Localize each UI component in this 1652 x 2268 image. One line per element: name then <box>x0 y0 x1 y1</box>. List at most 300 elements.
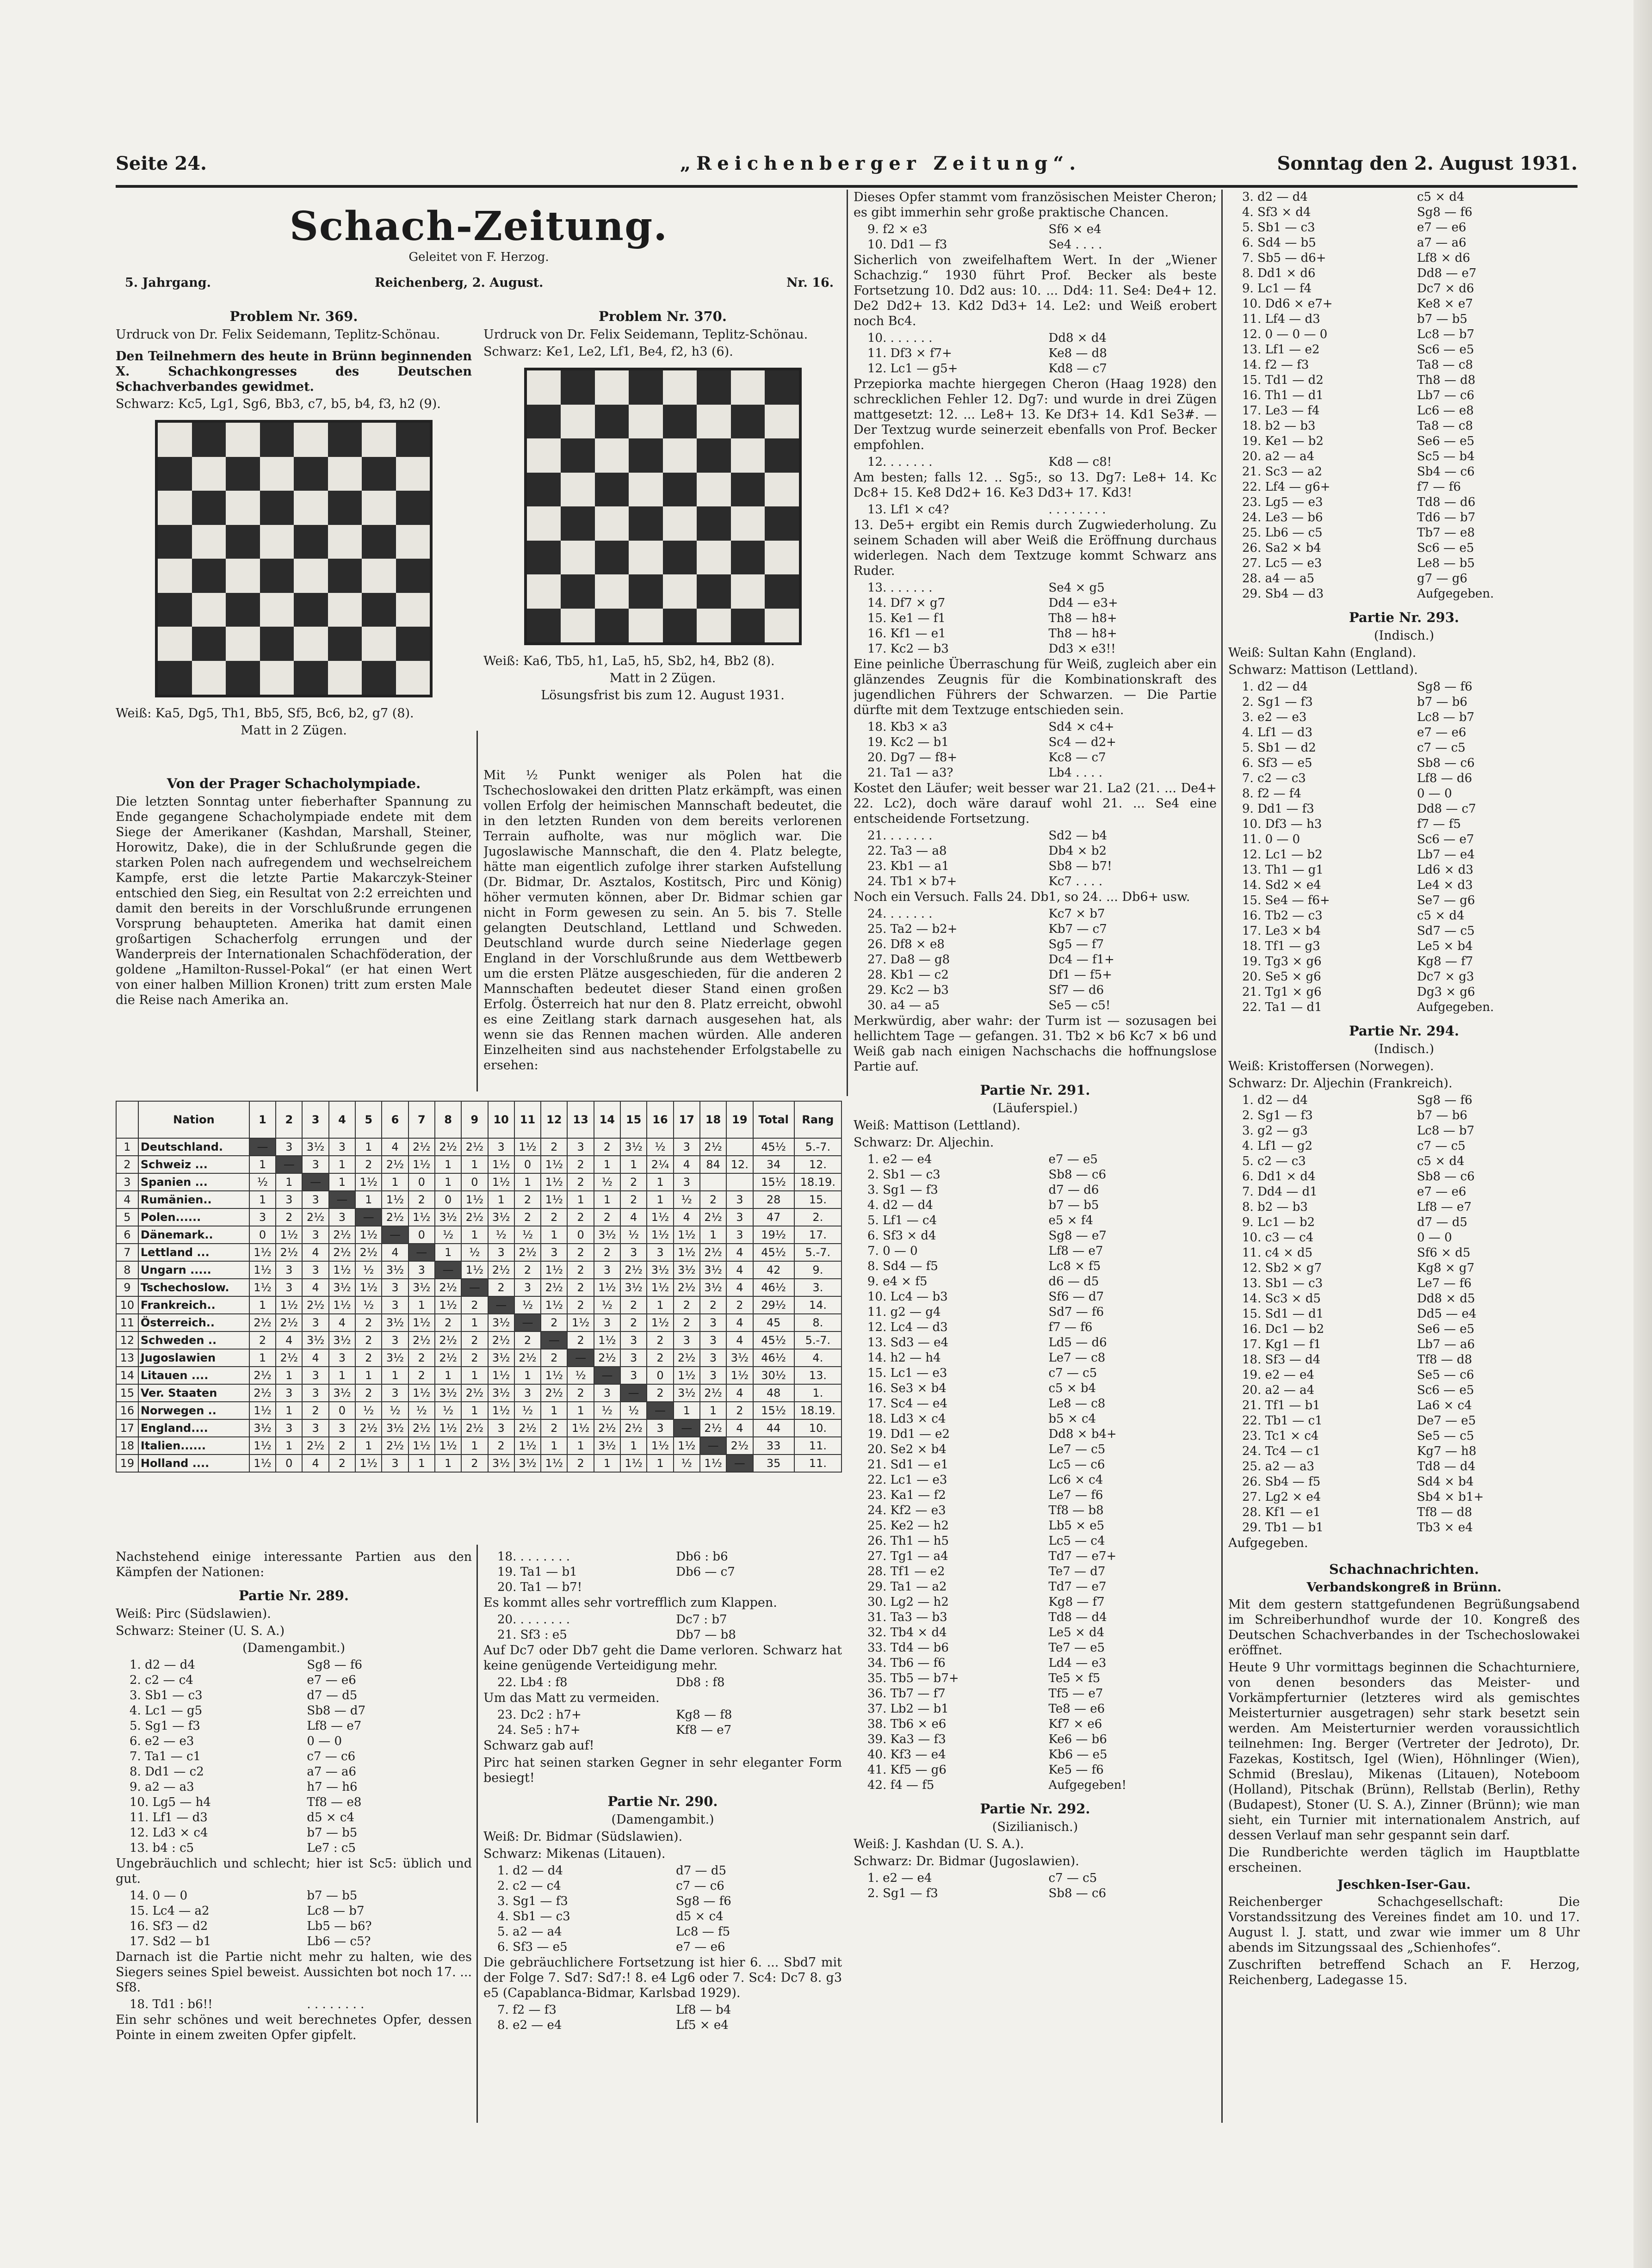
black-move: Sb8 — d7 <box>307 1704 366 1718</box>
problem-dedication: Den Teilnehmern des heute in Brünn beginnenden X. Schachkongresses des Deutschen Schachverbandes gewidmet. <box>116 349 472 394</box>
game-note: Am besten; falls 12. .. Sg5:, so 13. Dg7: Le8+ 14. Kc Dc8+ 15. Ke8 Dd2+ 16. Ke3 Dd3+ 17. Kd3! <box>854 470 1217 500</box>
problem-author: Urdruck von Dr. Felix Seidemann, Teplitz-Schönau. <box>116 327 440 342</box>
header-col: 9 <box>461 1101 488 1138</box>
game-white: Weiß: Dr. Bidmar (Südslawien). <box>483 1830 683 1844</box>
score-cell: 1 <box>355 1138 382 1156</box>
score-cell: 3 <box>567 1138 594 1156</box>
white-move: 9. Lc1 — b2 <box>1242 1215 1315 1229</box>
white-move: 13. Sb1 — c3 <box>1242 1276 1323 1290</box>
move-row <box>854 1671 1217 1686</box>
white-move: 22. Tb1 — c1 <box>1242 1414 1323 1428</box>
dark-square <box>595 473 629 507</box>
score-cell: 2 <box>620 1296 647 1314</box>
move-row <box>854 1488 1217 1503</box>
score-cell: 1½ <box>567 1419 594 1437</box>
black-move: Th8 — h8+ <box>1048 627 1117 641</box>
nation-name: Tschechoslow. <box>138 1279 249 1296</box>
white-move: 15. Se4 — f6+ <box>1242 894 1330 907</box>
rank-cell: 5.-7. <box>794 1138 841 1156</box>
white-move: 17. Le3 — f4 <box>1242 404 1320 418</box>
issue-date: Sonntag den 2. August 1931. <box>1277 153 1578 174</box>
row-index: 5 <box>116 1208 138 1226</box>
score-cell: ½ <box>461 1244 488 1261</box>
score-cell: — <box>514 1314 541 1331</box>
row-index: 10 <box>116 1296 138 1314</box>
black-move: c5 × b4 <box>1048 1381 1096 1395</box>
score-cell: 1½ <box>647 1208 673 1226</box>
score-cell: 2½ <box>355 1244 382 1261</box>
black-move: c7 — c5 <box>1417 741 1466 755</box>
move-row <box>1228 1520 1580 1535</box>
black-move: Lc5 — c6 <box>1048 1458 1105 1472</box>
move-row <box>854 1518 1217 1534</box>
black-move: Df1 — f5+ <box>1048 968 1112 982</box>
black-move: Dd8 — c7 <box>1417 802 1476 816</box>
dark-square <box>629 438 663 473</box>
black-move: Kf8 — e7 <box>676 1723 732 1737</box>
move-row <box>854 502 1217 518</box>
black-move: Ta8 — c8 <box>1417 358 1473 372</box>
score-cell: 4 <box>620 1208 647 1226</box>
total-cell: 33 <box>753 1437 794 1454</box>
move-row <box>483 1549 842 1565</box>
white-move: 21. Sc3 — a2 <box>1242 465 1323 479</box>
game-white: Weiß: Pirc (Südslawien). <box>116 1607 271 1621</box>
move-row <box>1228 342 1580 357</box>
score-cell: 4 <box>726 1261 753 1279</box>
score-cell: 1½ <box>435 1296 461 1314</box>
move-list <box>483 2003 842 2033</box>
white-move: 18. Td1 : b6!! <box>130 1997 213 2011</box>
black-move: Kg7 — h8 <box>1417 1444 1477 1458</box>
black-move: b7 — b5 <box>1048 1198 1099 1212</box>
white-move: 15. Td1 — d2 <box>1242 373 1324 387</box>
score-cell: 2½ <box>382 1156 408 1173</box>
black-move: Aufgegeben! <box>1048 1778 1126 1792</box>
white-move: 21. . . . . . . <box>867 829 933 843</box>
score-cell: 2 <box>541 1419 567 1437</box>
move-list <box>483 1612 842 1643</box>
row-index: 11 <box>116 1314 138 1331</box>
score-cell: 2 <box>620 1314 647 1331</box>
row-index: 15 <box>116 1384 138 1402</box>
move-row <box>854 222 1217 237</box>
nation-name: Rumänien.. <box>138 1191 249 1208</box>
move-row <box>483 1894 842 1909</box>
score-cell: ½ <box>674 1454 700 1472</box>
black-move: Kg8 — f7 <box>1417 955 1473 968</box>
score-cell: 3 <box>302 1314 328 1331</box>
score-cell: ½ <box>514 1296 541 1314</box>
score-cell: 2½ <box>408 1331 435 1349</box>
total-cell: 44 <box>753 1419 794 1437</box>
move-row <box>854 1778 1217 1793</box>
white-move: 2. Sg1 — f3 <box>867 1886 938 1900</box>
score-cell: 1 <box>408 1296 435 1314</box>
white-move: 24. Tb1 × b7+ <box>867 875 957 888</box>
score-cell: 2½ <box>276 1349 302 1367</box>
dark-square <box>226 661 260 695</box>
white-move: 11. Df3 × f7+ <box>867 346 952 360</box>
score-cell: 3 <box>276 1191 302 1208</box>
score-cell: 1½ <box>461 1261 488 1279</box>
move-row <box>854 1320 1217 1335</box>
move-row <box>854 1534 1217 1549</box>
score-cell: 1 <box>435 1156 461 1173</box>
score-cell: 2 <box>461 1454 488 1472</box>
white-move: 3. g2 — g3 <box>1242 1124 1308 1138</box>
move-row <box>1228 1230 1580 1245</box>
score-cell: 3 <box>302 1367 328 1384</box>
black-move: Sg8 — f6 <box>1417 680 1473 694</box>
white-move: 8. f2 — f4 <box>1242 787 1301 801</box>
black-move: . . . . . . . . <box>1048 503 1106 517</box>
black-move: Le7 — f6 <box>1417 1276 1472 1290</box>
black-move: Sg8 — f6 <box>1417 1093 1473 1107</box>
score-cell: 1½ <box>541 1191 567 1208</box>
move-row <box>854 1366 1217 1381</box>
game-heading: Partie Nr. 289. <box>238 1588 349 1603</box>
white-move: 13. . . . . . . <box>867 581 933 595</box>
white-move: 17. Kg1 — f1 <box>1242 1337 1321 1351</box>
score-cell: 2½ <box>514 1419 541 1437</box>
score-cell: 1½ <box>329 1296 355 1314</box>
total-cell: 29½ <box>753 1296 794 1314</box>
score-cell: 1 <box>435 1367 461 1384</box>
score-cell: 3 <box>620 1244 647 1261</box>
score-cell: 1 <box>620 1437 647 1454</box>
white-move: 4. Sf3 × d4 <box>1242 205 1311 219</box>
move-row <box>1228 1459 1580 1474</box>
black-move: Lf5 × e4 <box>676 2018 729 2032</box>
results-table-wrap <box>116 1101 842 1545</box>
score-cell: ½ <box>514 1402 541 1419</box>
score-cell: 1 <box>461 1314 488 1331</box>
white-move: 7. c2 — c3 <box>1242 771 1306 785</box>
table-row <box>116 1314 841 1331</box>
white-move: 15. Lc1 — e3 <box>867 1366 947 1380</box>
white-move: 20. Se2 × b4 <box>867 1442 947 1456</box>
score-cell: 3 <box>302 1419 328 1437</box>
black-move <box>676 1580 828 1595</box>
score-cell: 1 <box>700 1226 726 1244</box>
score-cell: 0 <box>461 1173 488 1191</box>
total-cell: 15½ <box>753 1173 794 1191</box>
dark-square <box>527 473 561 507</box>
move-row <box>483 1940 842 1955</box>
move-row <box>854 859 1217 874</box>
score-cell: 3½ <box>488 1208 514 1226</box>
dark-square <box>765 574 799 609</box>
white-move: 10. Dd1 — f3 <box>867 238 947 252</box>
score-cell: 2½ <box>435 1331 461 1349</box>
score-cell: 2 <box>541 1208 567 1226</box>
score-cell: 4 <box>302 1279 328 1296</box>
row-index: 8 <box>116 1261 138 1279</box>
move-row <box>1228 1261 1580 1276</box>
score-cell: 3½ <box>700 1279 726 1296</box>
game-note: 13. De5+ ergibt ein Remis durch Zugwiederholung. Zu seinem Schaden will aber Weiß die Eröffnung durchaus widerlegen. Nach dem Textzuge kommt Schwarz ans Ruder. <box>854 518 1217 578</box>
score-cell: 3 <box>726 1191 753 1208</box>
white-move: 37. Lb2 — b1 <box>867 1702 949 1716</box>
score-cell: 2½ <box>594 1419 620 1437</box>
score-cell: 2½ <box>700 1138 726 1156</box>
black-move: 0 — 0 <box>307 1734 342 1748</box>
problem-black: Schwarz: Kc5, Lg1, Sg6, Bb3, c7, b5, b4, f3, h2 (9). <box>116 397 441 411</box>
move-row <box>854 1457 1217 1473</box>
white-move: 28. Tf1 — e2 <box>867 1565 945 1578</box>
table-row <box>116 1138 841 1156</box>
score-cell: 1½ <box>408 1314 435 1331</box>
table-row <box>116 1191 841 1208</box>
header-col: 6 <box>382 1101 408 1138</box>
score-cell: 2 <box>355 1314 382 1331</box>
score-cell: 1½ <box>461 1191 488 1208</box>
header-col: 7 <box>408 1101 435 1138</box>
white-move: 8. Dd1 × d6 <box>1242 266 1316 280</box>
score-cell: 1½ <box>726 1367 753 1384</box>
score-cell: 3 <box>674 1331 700 1349</box>
score-cell: 2½ <box>488 1261 514 1279</box>
move-row <box>854 922 1217 937</box>
dark-square <box>697 438 731 473</box>
header-rank: Rang <box>794 1101 841 1138</box>
black-move: Sb8 — c6 <box>1417 756 1475 770</box>
results-table <box>116 1101 842 1473</box>
black-move: e7 — e6 <box>307 1673 356 1687</box>
header-rule <box>116 185 1578 188</box>
score-cell: 1½ <box>382 1191 408 1208</box>
score-cell: 1 <box>276 1367 302 1384</box>
white-move: 16. Sf3 — d2 <box>130 1919 208 1933</box>
move-row <box>854 1656 1217 1671</box>
black-move: Sc6 — e7 <box>1417 832 1474 846</box>
score-cell: — <box>276 1156 302 1173</box>
white-move: 13. b4 : c5 <box>130 1841 194 1855</box>
game-white: Weiß: Sultan Kahn (England). <box>1228 646 1417 660</box>
score-cell: 2½ <box>435 1279 461 1296</box>
black-move: Kg8 × g7 <box>1417 1261 1475 1275</box>
white-move: 11. Lf4 — d3 <box>1242 312 1320 326</box>
move-row <box>1228 1352 1580 1368</box>
black-move: Lb5 × e5 <box>1048 1519 1105 1533</box>
game-opening: (Sizilianisch.) <box>992 1820 1078 1834</box>
game-note: Sicherlich von zweifelhaftem Wert. In der „Wiener Schachzig.“ 1930 führt Prof. Becker als beste Fortsetzung 10. Dd2 aus: 10. ... Dd4: 11. Se4: De4+ 12. De2 Dd2+ 13. Kd2 Dd3+ 14. Le2: und Weiß erobert noch Bc4. <box>854 253 1217 328</box>
black-move: Kd8 — c7 <box>1048 362 1107 376</box>
header-col: 8 <box>435 1101 461 1138</box>
move-row <box>1228 525 1580 541</box>
move-row <box>483 1909 842 1924</box>
move-row <box>116 1764 472 1780</box>
game-note: Dieses Opfer stammt vom französischen Meister Cheron; es gibt immerhin sehr große praktische Chancen. <box>854 190 1217 220</box>
black-move: Se4 × g5 <box>1048 581 1105 595</box>
score-cell: 4 <box>329 1314 355 1331</box>
move-row <box>483 1863 842 1879</box>
move-row <box>483 1707 842 1723</box>
score-cell: 2½ <box>435 1349 461 1367</box>
black-move: e7 — e6 <box>1417 1185 1466 1199</box>
white-move: 19. e2 — e4 <box>1242 1368 1314 1382</box>
header-col: 18 <box>700 1101 726 1138</box>
black-move: Kc8 — c7 <box>1048 751 1106 764</box>
black-move: Sf6 — d7 <box>1048 1290 1104 1304</box>
dark-square <box>158 457 192 491</box>
masthead <box>116 190 842 277</box>
move-list <box>483 1863 842 1955</box>
problem-heading: Problem Nr. 369. <box>229 308 358 324</box>
move-row <box>1228 373 1580 388</box>
white-move: 29. Kc2 — b3 <box>867 983 949 997</box>
move-row <box>1228 1307 1580 1322</box>
white-move: 19. Tg3 × g6 <box>1242 955 1322 968</box>
black-move: Td8 — d6 <box>1417 495 1476 509</box>
white-move: 9. Lc1 — f4 <box>1242 282 1312 296</box>
game-black: Schwarz: Mikenas (Litauen). <box>483 1847 666 1861</box>
move-row <box>1228 556 1580 571</box>
score-cell: 1 <box>461 1437 488 1454</box>
nation-name: Litauen .... <box>138 1367 249 1384</box>
score-cell: — <box>674 1419 700 1437</box>
score-cell: 2 <box>567 1454 594 1472</box>
game-black: Schwarz: Dr. Aljechin. <box>854 1135 994 1150</box>
score-cell: 1½ <box>249 1437 276 1454</box>
black-move: Lc5 — c4 <box>1048 1534 1105 1548</box>
move-row <box>854 1503 1217 1518</box>
dark-square <box>731 541 765 575</box>
black-move: Lb5 — b6? <box>307 1919 372 1933</box>
score-cell: 1½ <box>355 1226 382 1244</box>
dark-square <box>396 423 430 457</box>
move-row <box>116 1703 472 1719</box>
black-move: Ld4 — e3 <box>1048 1656 1107 1670</box>
move-row <box>854 1381 1217 1396</box>
score-cell: 1 <box>435 1244 461 1261</box>
move-row <box>854 1198 1217 1213</box>
dark-square <box>226 457 260 491</box>
move-row <box>854 998 1217 1013</box>
move-row <box>1228 710 1580 725</box>
game-289-block <box>116 1549 472 2127</box>
move-row <box>854 844 1217 859</box>
game-note: Auf Dc7 oder Db7 geht die Dame verloren. Schwarz hat keine genügende Verteidigung mehr. <box>483 1643 842 1673</box>
score-cell: ½ <box>514 1226 541 1244</box>
score-cell: 1½ <box>355 1454 382 1472</box>
white-move: 14. f2 — f3 <box>1242 358 1309 372</box>
black-move: b7 — b6 <box>1417 695 1467 709</box>
white-move: 7. Dd4 — d1 <box>1242 1185 1318 1199</box>
white-move: 16. Dc1 — b2 <box>1242 1322 1324 1336</box>
black-move: b5 × c4 <box>1048 1412 1096 1426</box>
game-opening: (Läuferspiel.) <box>992 1101 1078 1116</box>
score-cell: — <box>567 1349 594 1367</box>
move-row <box>1228 251 1580 266</box>
move-list <box>483 1707 842 1738</box>
score-cell: 3 <box>302 1156 328 1173</box>
score-cell: 2½ <box>276 1314 302 1331</box>
move-row <box>1228 281 1580 296</box>
white-move: 4. Lc1 — g5 <box>130 1704 203 1718</box>
move-row <box>854 983 1217 998</box>
black-move: Lb7 — c6 <box>1417 388 1475 402</box>
white-move: 9. e4 × f5 <box>867 1275 928 1288</box>
nation-name: Jugoslawien <box>138 1349 249 1367</box>
header-col: 3 <box>302 1101 328 1138</box>
black-move: b7 — b6 <box>1417 1109 1467 1122</box>
black-move: c5 × d4 <box>1417 909 1465 923</box>
score-cell: 1 <box>276 1173 302 1191</box>
black-move: Sb4 × b1+ <box>1417 1490 1484 1504</box>
white-move: 29. Tb1 — b1 <box>1242 1521 1324 1535</box>
move-row <box>1228 235 1580 251</box>
score-cell: 1½ <box>647 1314 673 1331</box>
move-row <box>1228 586 1580 602</box>
black-move: f7 — f6 <box>1048 1320 1093 1334</box>
article-heading: Von der Prager Schacholympiade. <box>167 776 421 791</box>
white-move: 7. Sb5 — d6+ <box>1242 251 1326 265</box>
black-move: Lf8 — d6 <box>1417 771 1473 785</box>
page-edge-shadow <box>1633 0 1652 2268</box>
move-row <box>1228 296 1580 312</box>
move-row <box>854 596 1217 611</box>
score-cell: 2 <box>700 1191 726 1208</box>
white-move: 12. Sb2 × g7 <box>1242 1261 1322 1275</box>
score-cell: 1½ <box>488 1173 514 1191</box>
move-row <box>1228 893 1580 908</box>
row-index: 6 <box>116 1226 138 1244</box>
score-cell: 2 <box>594 1208 620 1226</box>
black-move: Sc5 — b4 <box>1417 450 1475 463</box>
score-cell: 2½ <box>408 1419 435 1437</box>
black-move: Sb8 — c6 <box>1048 1168 1107 1182</box>
score-cell: 1 <box>514 1367 541 1384</box>
dark-square <box>663 541 697 575</box>
dark-square <box>595 541 629 575</box>
move-list <box>1228 679 1580 1015</box>
game-heading: Partie Nr. 290. <box>607 1793 718 1809</box>
move-row <box>1228 1444 1580 1459</box>
editor-line: Geleitet von F. Herzog. <box>408 250 549 264</box>
move-row <box>1228 571 1580 586</box>
game-heading: Partie Nr. 292. <box>980 1801 1090 1817</box>
black-move: Db8 : f8 <box>676 1676 725 1689</box>
total-cell: 47 <box>753 1208 794 1226</box>
score-cell: 2½ <box>302 1437 328 1454</box>
white-move: 40. Kf3 — e4 <box>867 1748 946 1762</box>
score-cell: 1 <box>620 1156 647 1173</box>
score-cell: 1 <box>647 1454 673 1472</box>
white-move: 19. Ke1 — b2 <box>1242 434 1324 448</box>
white-move: 10. Lc4 — b3 <box>867 1290 948 1304</box>
score-cell: 1½ <box>488 1367 514 1384</box>
black-move: Kf7 × e6 <box>1048 1717 1102 1731</box>
nation-name: Dänemark.. <box>138 1226 249 1244</box>
black-move: f7 — f5 <box>1417 817 1461 831</box>
row-index: 14 <box>116 1367 138 1384</box>
white-move: 18. Tf1 — g3 <box>1242 939 1320 953</box>
score-cell: 3 <box>594 1261 620 1279</box>
table-row <box>116 1208 841 1226</box>
black-move: Sc6 — e5 <box>1417 541 1474 555</box>
white-move: 4. Sb1 — c3 <box>497 1910 570 1923</box>
game-note: Merkwürdig, aber wahr: der Turm ist — sozusagen bei hellichtem Tage — gefangen. 31. Tb2 × b6 Kc7 × b6 und Weiß gab nach einigen Nachschachs die hoffnungslose Partie auf. <box>854 1014 1217 1074</box>
black-move: Ke5 — f6 <box>1048 1763 1104 1777</box>
move-row <box>1228 1505 1580 1520</box>
score-cell: 1 <box>249 1349 276 1367</box>
move-row <box>1228 434 1580 449</box>
column-divider <box>847 190 848 1096</box>
black-move: f7 — f6 <box>1417 480 1461 494</box>
dark-square <box>226 593 260 627</box>
